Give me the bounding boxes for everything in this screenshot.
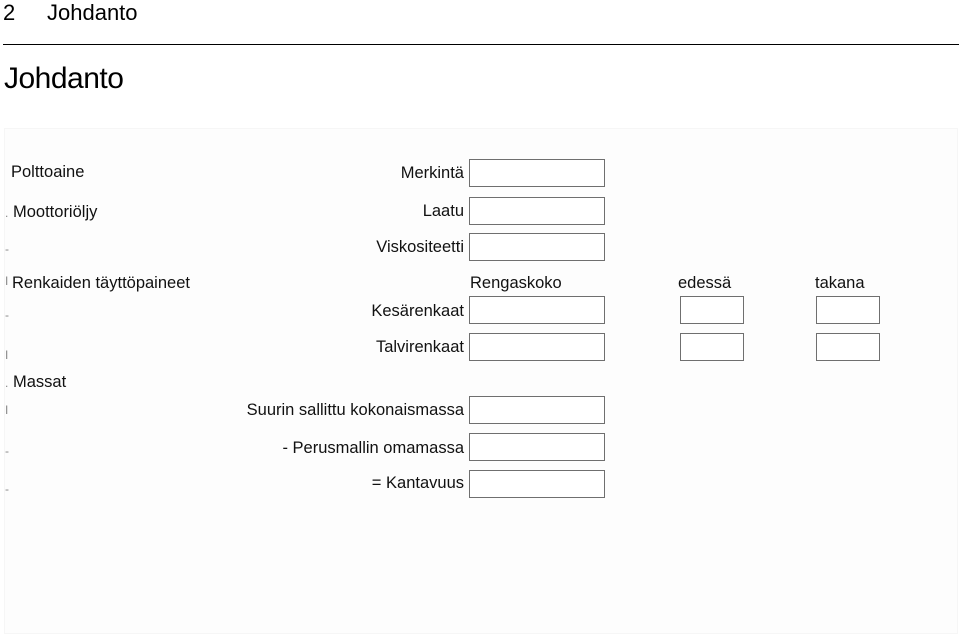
row-marker: - [5,308,9,322]
label-brand: Merkintä [400,164,464,182]
label-winter-tyres: Talvirenkaat [375,338,464,356]
row-marker: - [5,444,9,458]
column-tyre-size: Rengaskoko [470,274,562,292]
row-marker: I [5,274,9,288]
winter-front-pressure-field[interactable] [680,333,744,361]
row-marker: . [5,206,9,220]
running-title: Johdanto [47,0,138,25]
running-header [3,0,138,26]
label-summer-tyres: Kesärenkaat [371,302,464,320]
column-rear: takana [815,274,865,292]
row-marker: - [5,242,9,256]
viscosity-field[interactable] [469,233,605,261]
label-max-total-mass: Suurin sallittu kokonaismassa [246,401,464,419]
winter-tyre-size-field[interactable] [469,333,605,361]
row-marker: - [5,482,9,496]
column-front: edessä [678,274,732,292]
label-kerb-mass: - Perusmallin omamassa [282,439,464,457]
label-quality: Laatu [422,202,464,220]
row-marker: I [5,403,9,417]
section-oil: Moottoriöljy [13,203,98,221]
label-viscosity: Viskositeetti [376,238,464,256]
winter-rear-pressure-field[interactable] [816,333,880,361]
load-capacity-field[interactable] [469,470,605,498]
section-tyres: Renkaiden täyttöpaineet [12,274,190,292]
page-title: Johdanto [4,62,124,95]
section-masses: Massat [13,373,67,391]
header-rule [3,44,959,45]
page-number: 2 [3,0,16,25]
summer-rear-pressure-field[interactable] [816,296,880,324]
row-marker: . [5,376,9,390]
label-load-capacity: = Kantavuus [371,474,464,492]
section-fuel: Polttoaine [11,163,85,181]
kerb-mass-field[interactable] [469,433,605,461]
quality-field[interactable] [469,197,605,225]
brand-field[interactable] [469,159,605,187]
summer-tyre-size-field[interactable] [469,296,605,324]
row-marker: I [5,348,9,362]
max-total-mass-field[interactable] [469,396,605,424]
vehicle-info-form [4,128,958,634]
summer-front-pressure-field[interactable] [680,296,744,324]
